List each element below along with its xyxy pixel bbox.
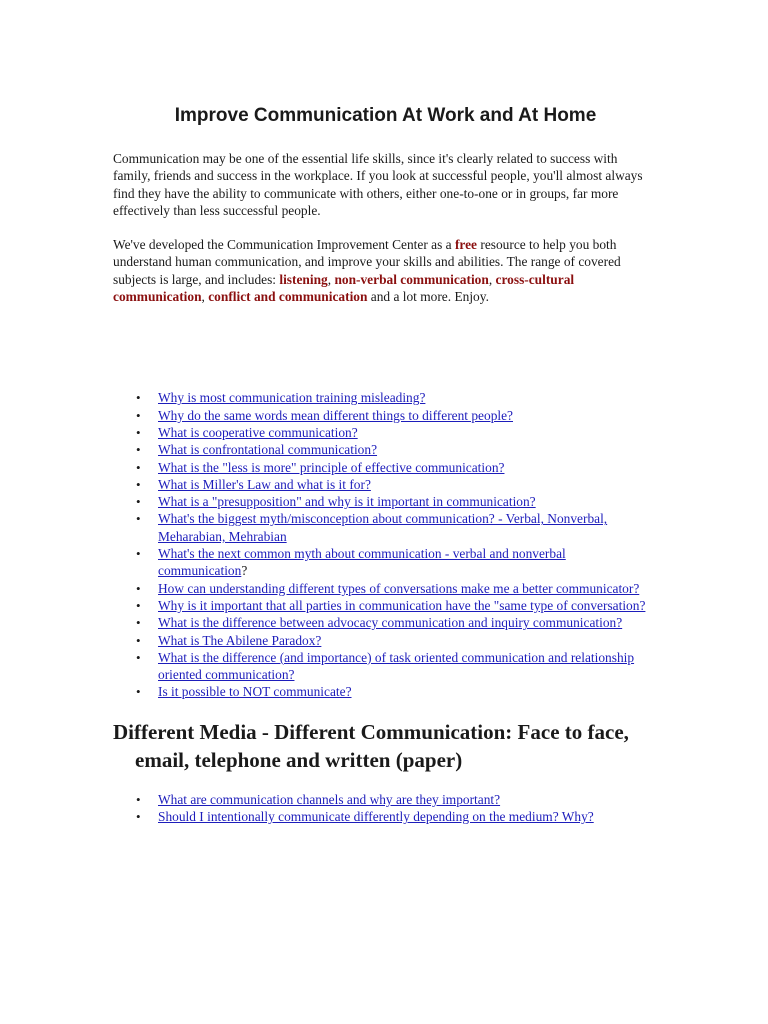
topic-cross-cultural: cross-cultural communication [113,271,575,305]
list-item [136,459,658,476]
questions-list [113,389,658,700]
description-text-2: resource to help you both understand human communication, and improve your skills and abilities. The range of covered subjects is large, and includes: [113,237,621,287]
list-item [136,597,658,614]
topic-non-verbal: non-verbal communication [334,271,489,287]
question-link[interactable]: How can understanding different types of conversations make me a better communicator? [158,580,640,596]
intro-paragraph: Communication may be one of the essential life skills, since it's clearly related to success with family, friends and success in the workplace. If you look at successful people, you'll almost always find they have the ability to communicate with others, either one-to-one or in groups, far more effectively than less successful people. [113,151,643,218]
question-link[interactable]: Why is most communication training misleading? [158,390,426,406]
list-item [136,407,658,424]
bullet-icon: • [136,442,141,458]
bullet-icon: • [136,649,141,665]
question-link[interactable]: What is confrontational communication? [158,442,378,458]
bullet-icon: • [136,424,141,440]
bullet-icon: • [136,459,141,475]
free-highlight: free [454,237,478,253]
list-item [136,389,658,406]
list-item [136,808,658,825]
bullet-icon: • [136,476,141,492]
description-paragraph [113,236,658,305]
bullet-icon: • [136,390,141,406]
separator: , [327,271,335,287]
separator: , [201,289,209,305]
question-link[interactable]: What is The Abilene Paradox? [158,632,322,648]
media-questions-list [113,791,658,826]
separator: , [488,271,496,287]
list-item [136,632,658,649]
bullet-icon: • [136,684,141,700]
list-item [136,493,658,510]
question-link[interactable]: Is it possible to NOT communicate? [158,684,352,700]
question-link[interactable]: What is the "less is more" principle of effective communication? [158,459,505,475]
list-item [136,441,658,458]
list-item [136,614,658,631]
list-item [136,510,658,545]
description-text-1: We've developed the Communication Improvement Center as a [113,237,455,253]
question-link[interactable]: What's the biggest myth/misconception about communication? - Verbal, Nonverbal, Meharabian, Mehrabian [158,511,608,544]
list-item [136,649,658,684]
bullet-icon: • [136,632,141,648]
bullet-icon: • [136,809,141,825]
topic-listening: listening [279,271,328,287]
bullet-icon: • [136,580,141,596]
question-link[interactable]: What is Miller's Law and what is it for? [158,476,371,492]
question-link[interactable]: What is the difference (and importance) of task oriented communication and relationship oriented communication? [158,649,635,683]
topic-conflict: conflict and communication [208,289,368,305]
question-link[interactable]: Should I intentionally communicate differently depending on the medium? Why? [158,809,594,825]
question-link[interactable]: Why do the same words mean different things to different people? [158,407,513,423]
question-link[interactable]: What's the next common myth about communication - verbal and nonverbal communication [158,546,566,579]
question-link[interactable]: What is a "presupposition" and why is it important in communication? [158,494,536,510]
bullet-icon: • [136,615,141,631]
link-suffix: ? [241,563,248,579]
page-title: Improve Communication At Work and At Home [174,105,597,126]
section-heading-media: Different Media - Different Communication: Face to face, email, telephone and written (paper) [113,719,629,772]
bullet-icon: • [136,407,141,423]
bullet-icon: • [136,511,141,527]
document-page [113,0,658,825]
bullet-icon: • [136,546,141,562]
list-item [136,424,658,441]
list-item [136,580,658,597]
question-link[interactable]: What is cooperative communication? [158,424,358,440]
list-item [136,476,658,493]
list-item [136,545,658,580]
question-link[interactable]: Why is it important that all parties in communication have the "same type of conversation? [158,597,646,613]
list-item [136,791,658,808]
bullet-icon: • [136,494,141,510]
list-item [136,683,658,700]
bullet-icon: • [136,597,141,613]
bullet-icon: • [136,791,141,807]
description-text-3: and a lot more. Enjoy. [367,289,489,305]
question-link[interactable]: What is the difference between advocacy communication and inquiry communication? [158,615,623,631]
question-link[interactable]: What are communication channels and why are they important? [158,791,501,807]
